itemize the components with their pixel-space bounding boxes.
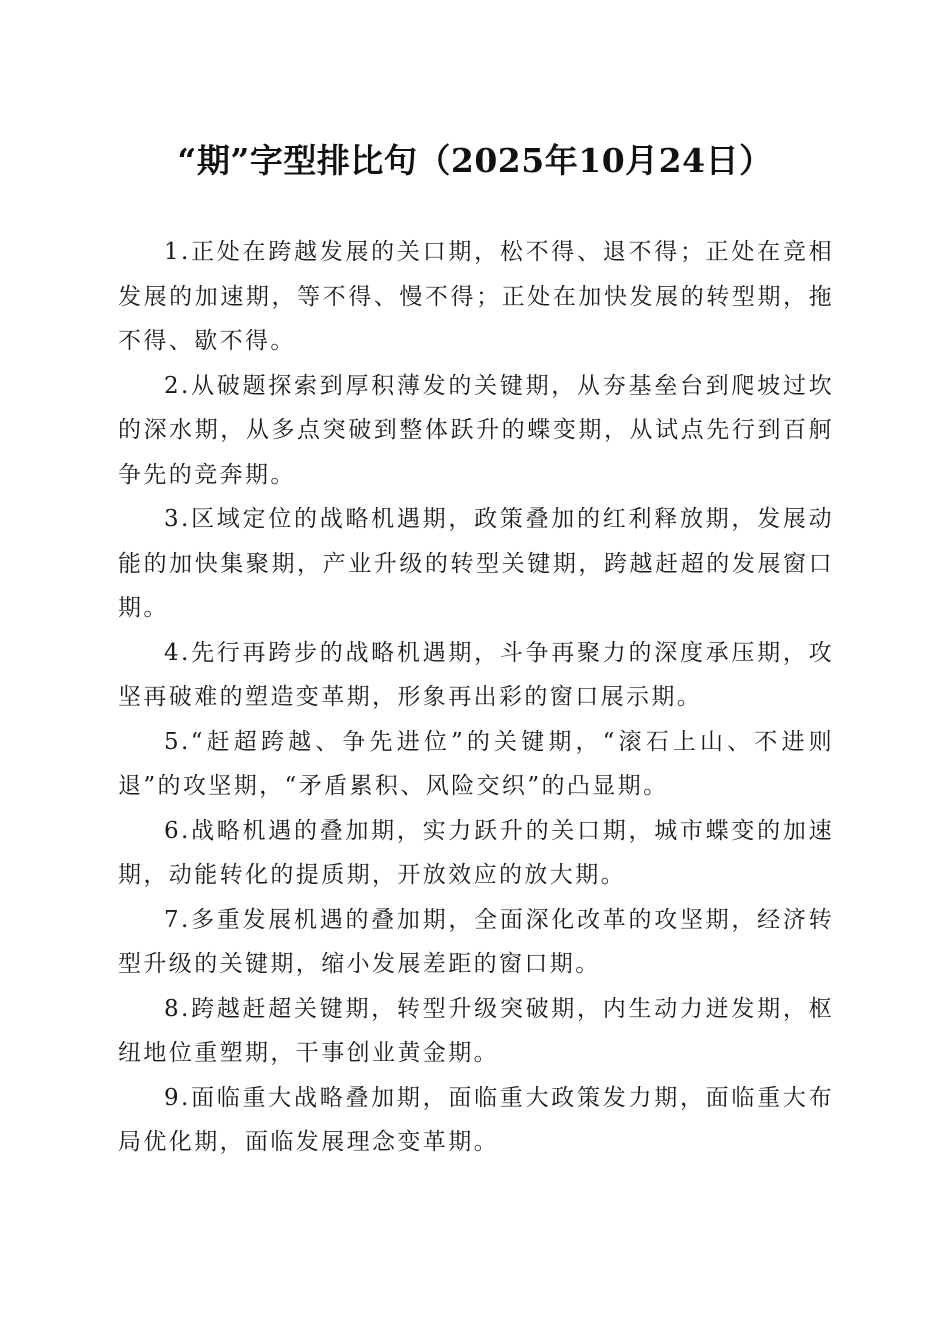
paragraph-8: 8.跨越赶超关键期，转型升级突破期，内生动力迸发期，枢纽地位重塑期，干事创业黄金期。: [118, 995, 834, 1066]
paragraph-2: 2.从破题探索到厚积薄发的关键期，从夯基垒台到爬坡过坎的深水期，从多点突破到整体跃升的蝶变期，从试点先行到百舸争先的竞奔期。: [118, 372, 834, 488]
document-body: [118, 230, 834, 1165]
paragraph-4: 4.先行再跨步的战略机遇期，斗争再聚力的深度承压期，攻坚再破难的塑造变革期，形象再出彩的窗口展示期。: [118, 639, 834, 710]
paragraph-5: 5.“赶超跨越、争先进位”的关键期，“滚石上山、不进则退”的攻坚期，“矛盾累积、风险交织”的凸显期。: [118, 728, 834, 799]
paragraph-9: 9.面临重大战略叠加期，面临重大政策发力期，面临重大布局优化期，面临发展理念变革期。: [118, 1084, 834, 1155]
paragraph-7: 7.多重发展机遇的叠加期，全面深化改革的攻坚期，经济转型升级的关键期，缩小发展差距的窗口期。: [118, 906, 834, 977]
paragraph-1: 1.正处在跨越发展的关口期，松不得、退不得；正处在竞相发展的加速期，等不得、慢不得；正处在加快发展的转型期，拖不得、歇不得。: [118, 239, 834, 354]
page-title: “期”字型排比句（2025年10月24日）: [177, 141, 773, 180]
paragraph-6: 6.战略机遇的叠加期，实力跃升的关口期，城市蝶变的加速期，动能转化的提质期，开放效应的放大期。: [118, 817, 834, 888]
paragraph-3: 3.区域定位的战略机遇期，政策叠加的红利释放期，发展动能的加快集聚期，产业升级的转型关键期，跨越赶超的发展窗口期。: [118, 506, 834, 621]
